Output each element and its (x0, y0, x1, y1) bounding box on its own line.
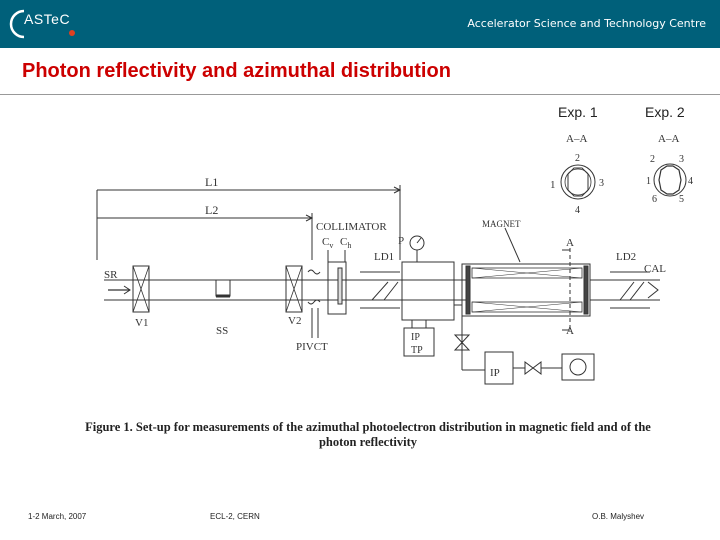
tp-label: TP (411, 345, 423, 356)
figure-caption (48, 420, 688, 450)
caption-line-2: photon reflectivity (318, 435, 418, 449)
ch-label: $C_h$ (340, 236, 352, 250)
ip-label: IP (411, 332, 420, 343)
v2-label: V2 (288, 315, 302, 327)
organization-name: Accelerator Science and Technology Centre (467, 17, 706, 30)
footer-date: 1-2 March, 2007 (28, 512, 87, 521)
exp2-num-3: 3 (679, 154, 684, 165)
exp1-num-4: 4 (575, 205, 580, 216)
pump-valve-icon (525, 362, 541, 374)
exp1-cross-section (561, 165, 595, 199)
ip2-label: IP (490, 367, 500, 379)
cal-label: CAL (644, 263, 666, 275)
p-label: P (398, 235, 405, 247)
exp2-num-4: 4 (688, 176, 693, 187)
exp1-label: Exp. 1 (558, 104, 598, 120)
ld1-label: LD1 (374, 251, 395, 263)
section-a-top-label: A (566, 237, 574, 249)
footer-author: O.B. Malyshev (592, 512, 645, 521)
pivct-label: PIVCT (296, 341, 328, 353)
exp2-section-label: A–A (658, 133, 680, 145)
cal-arrow-icon (648, 282, 658, 298)
exp1-num-3: 3 (599, 178, 604, 189)
exp2-num-2: 2 (650, 154, 655, 165)
exp1-section-label: A–A (566, 133, 588, 145)
v1-label: V1 (135, 317, 149, 329)
exp1-num-1: 1 (550, 179, 556, 191)
pump-icon (570, 359, 586, 375)
vacuum-chamber (402, 262, 454, 320)
pump-box (562, 354, 594, 380)
section-a-bottom-label: A (566, 325, 574, 337)
exp2-num-1: 1 (646, 176, 651, 187)
collimator-label: COLLIMATOR (316, 221, 387, 233)
ld2-label: LD2 (616, 251, 637, 263)
l1-label: L1 (205, 175, 219, 189)
setup-diagram (0, 95, 720, 420)
header-bar (0, 0, 720, 48)
exp2-num-5: 5 (679, 194, 684, 205)
exp2-num-6: 6 (652, 194, 657, 205)
collimator-housing (328, 262, 346, 314)
caption-line-1: Figure 1. Set-up for measurements of the azimuthal photoelectron distribution in magnetic field and of the (85, 420, 651, 434)
page-title: Photon reflectivity and azimuthal distribution (22, 60, 451, 82)
magnet-body (462, 264, 590, 316)
magnet-label: MAGNET (482, 219, 521, 229)
logo-text: ASTeC (24, 11, 71, 27)
ss-box (216, 280, 230, 296)
exp2-label: Exp. 2 (645, 104, 685, 120)
footer-event: ECL-2, CERN (210, 512, 260, 521)
ss-label: SS (216, 325, 229, 337)
exp1-num-2: 2 (575, 153, 580, 164)
cv-label: $C_v$ (322, 236, 334, 250)
l2-label: L2 (205, 203, 219, 217)
sr-label: SR (104, 269, 118, 281)
